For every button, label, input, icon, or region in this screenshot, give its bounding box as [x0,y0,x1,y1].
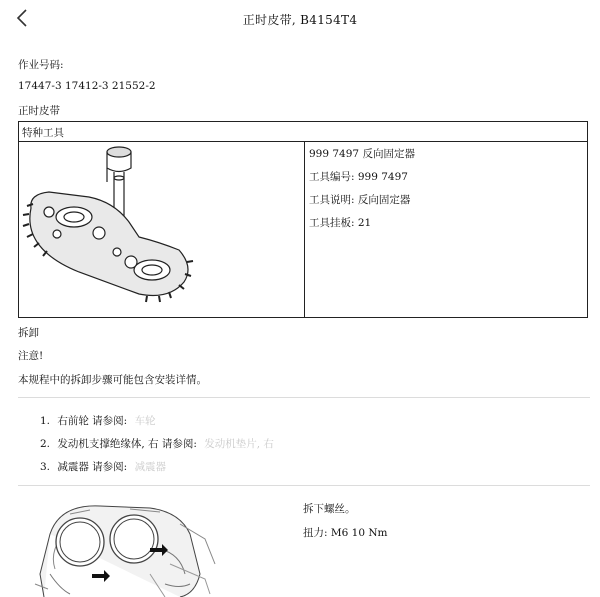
job-number-codes: 17447-3 17412-3 21552-2 [18,80,156,92]
step-item: 1. 右前轮 请参阅: 车轮 [40,415,156,427]
tool-board: 工具挂板: 21 [309,217,372,229]
removal-heading: 拆卸 [18,327,39,339]
instruction-torque: 扭力: M6 10 Nm [303,527,388,539]
counterhold-tool-illustration [19,142,303,317]
note-label: 注意! [18,350,44,362]
tool-image-cell [19,142,305,317]
section-title: 正时皮带 [18,105,60,117]
tool-info [309,146,415,238]
job-number-label: 作业号码: [18,59,64,71]
step-reference-link[interactable]: 减震器 [134,461,167,473]
tool-name: 999 7497 反向固定器 [309,148,415,160]
note-text: 本规程中的拆卸步骤可能包含安装详情。 [18,374,207,386]
step-reference-link[interactable]: 车轮 [134,415,156,427]
tool-number: 工具编号: 999 7497 [309,171,408,183]
engine-timing-illustration [30,494,230,597]
page-title: 正时皮带, B4154T4 [242,13,358,27]
tool-description: 工具说明: 反向固定器 [309,194,411,206]
divider [18,485,590,486]
top-bar [0,0,600,36]
step-item: 2. 发动机支撑绝缘体, 右 请参阅: 发动机垫片, 右 [40,438,274,450]
step-reference-link[interactable]: 发动机垫片, 右 [204,438,274,450]
instruction-action: 拆下螺丝。 [303,503,356,515]
special-tools-table [18,121,588,318]
step-item: 3. 减震器 请参阅: 减震器 [40,461,167,473]
divider [18,397,590,398]
tools-table-header [19,122,587,142]
tools-header-label: 特种工具 [22,127,64,139]
